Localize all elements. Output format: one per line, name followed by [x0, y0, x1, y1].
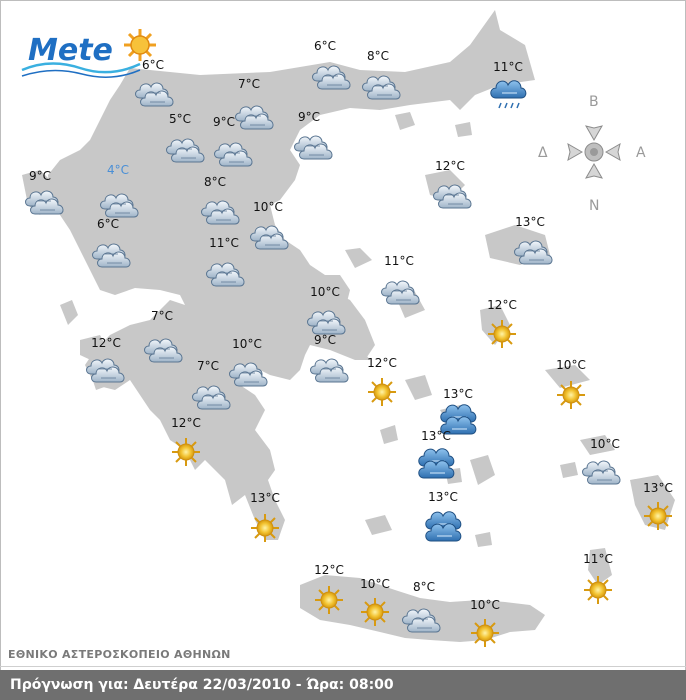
cloud-icon: [251, 226, 289, 249]
forecast-station: [419, 429, 454, 478]
temperature-label: 9°C: [212, 115, 236, 129]
temperature-label: 7°C: [196, 359, 220, 373]
andros: [405, 375, 432, 400]
land: [22, 10, 675, 642]
sun-logo-icon: [124, 29, 156, 61]
temperature-label: 4°C: [106, 163, 130, 177]
temperature-label: 11°C: [209, 236, 239, 250]
temperature-label: 5°C: [168, 112, 192, 126]
temperature-label: 10°C: [470, 598, 500, 612]
compass-south: N: [589, 198, 600, 214]
cloud-icon: [583, 461, 621, 484]
samothraki: [455, 122, 472, 137]
temperature-label: 12°C: [487, 298, 517, 312]
temperature-label: 11°C: [583, 552, 613, 566]
sun-icon: [251, 514, 279, 542]
temperature-label: 8°C: [412, 580, 436, 594]
temperature-label: 7°C: [237, 77, 261, 91]
temperature-label: 12°C: [171, 416, 201, 430]
snow-icon: [426, 512, 461, 541]
snow-icon: [419, 449, 454, 478]
temperature-label: 12°C: [314, 563, 344, 577]
temperature-label: 10°C: [253, 200, 283, 214]
sun-icon: [172, 438, 200, 466]
temperature-label: 6°C: [313, 39, 337, 53]
sun-icon: [557, 381, 585, 409]
temperature-label: 9°C: [28, 169, 52, 183]
temperature-label: 13°C: [515, 215, 545, 229]
cloud-icon: [434, 185, 472, 208]
cloud-icon: [311, 359, 349, 382]
cloud-icon: [382, 281, 420, 304]
temperature-label: 12°C: [435, 159, 465, 173]
temperature-label: 9°C: [313, 333, 337, 347]
forecast-station: [583, 552, 613, 604]
rain-icon: [491, 81, 526, 108]
forecast-station: [295, 110, 333, 159]
mainland: [48, 10, 535, 540]
temperature-label: 12°C: [367, 356, 397, 370]
forecast-station: [441, 387, 476, 434]
sun-icon: [315, 586, 343, 614]
lefkada: [60, 300, 78, 325]
temperature-label: 13°C: [643, 481, 673, 495]
temperature-label: 13°C: [250, 491, 280, 505]
thasos: [395, 112, 415, 130]
divider: [0, 666, 686, 667]
sun-icon: [488, 320, 516, 348]
temperature-label: 10°C: [232, 337, 262, 351]
temperature-label: 7°C: [150, 309, 174, 323]
temperature-label: 8°C: [203, 175, 227, 189]
sun-icon: [471, 619, 499, 647]
forecast-station: [367, 356, 397, 406]
temperature-label: 10°C: [360, 577, 390, 591]
milos: [365, 515, 392, 535]
forecast-station: [426, 490, 461, 541]
temperature-label: 9°C: [297, 110, 321, 124]
cloud-icon: [295, 136, 333, 159]
temperature-label: 11°C: [493, 60, 523, 74]
santorini: [475, 532, 492, 547]
compass-west: Δ: [538, 145, 548, 161]
temperature-label: 13°C: [443, 387, 473, 401]
naxos: [470, 455, 495, 485]
sun-icon: [368, 378, 396, 406]
temperature-label: 10°C: [310, 285, 340, 299]
temperature-label: 10°C: [590, 437, 620, 451]
logo-text: Mete: [28, 33, 113, 68]
temperature-label: 6°C: [96, 217, 120, 231]
temperature-label: 12°C: [91, 336, 121, 350]
temperature-label: 11°C: [384, 254, 414, 268]
sun-icon: [644, 502, 672, 530]
compass-east: A: [636, 145, 646, 161]
sporades: [345, 248, 372, 268]
forecast-station: [382, 254, 420, 304]
temperature-label: 10°C: [556, 358, 586, 372]
institute-label: ΕΘΝΙΚΟ ΑΣΤΕΡΟΣΚΟΠΕΙΟ ΑΘΗΝΩΝ: [8, 648, 231, 661]
kea: [380, 425, 398, 444]
temperature-label: 13°C: [428, 490, 458, 504]
sun-icon: [361, 598, 389, 626]
kalymnos: [560, 462, 578, 478]
compass-north: B: [589, 94, 599, 110]
temperature-label: 8°C: [366, 49, 390, 63]
compass: [538, 94, 646, 214]
sun-icon: [584, 576, 612, 604]
forecast-footer: Πρόγνωση για: Δευτέρα 22/03/2010 - Ώρα: 08:00: [0, 670, 686, 700]
temperature-label: 13°C: [421, 429, 451, 443]
temperature-label: 6°C: [141, 58, 165, 72]
